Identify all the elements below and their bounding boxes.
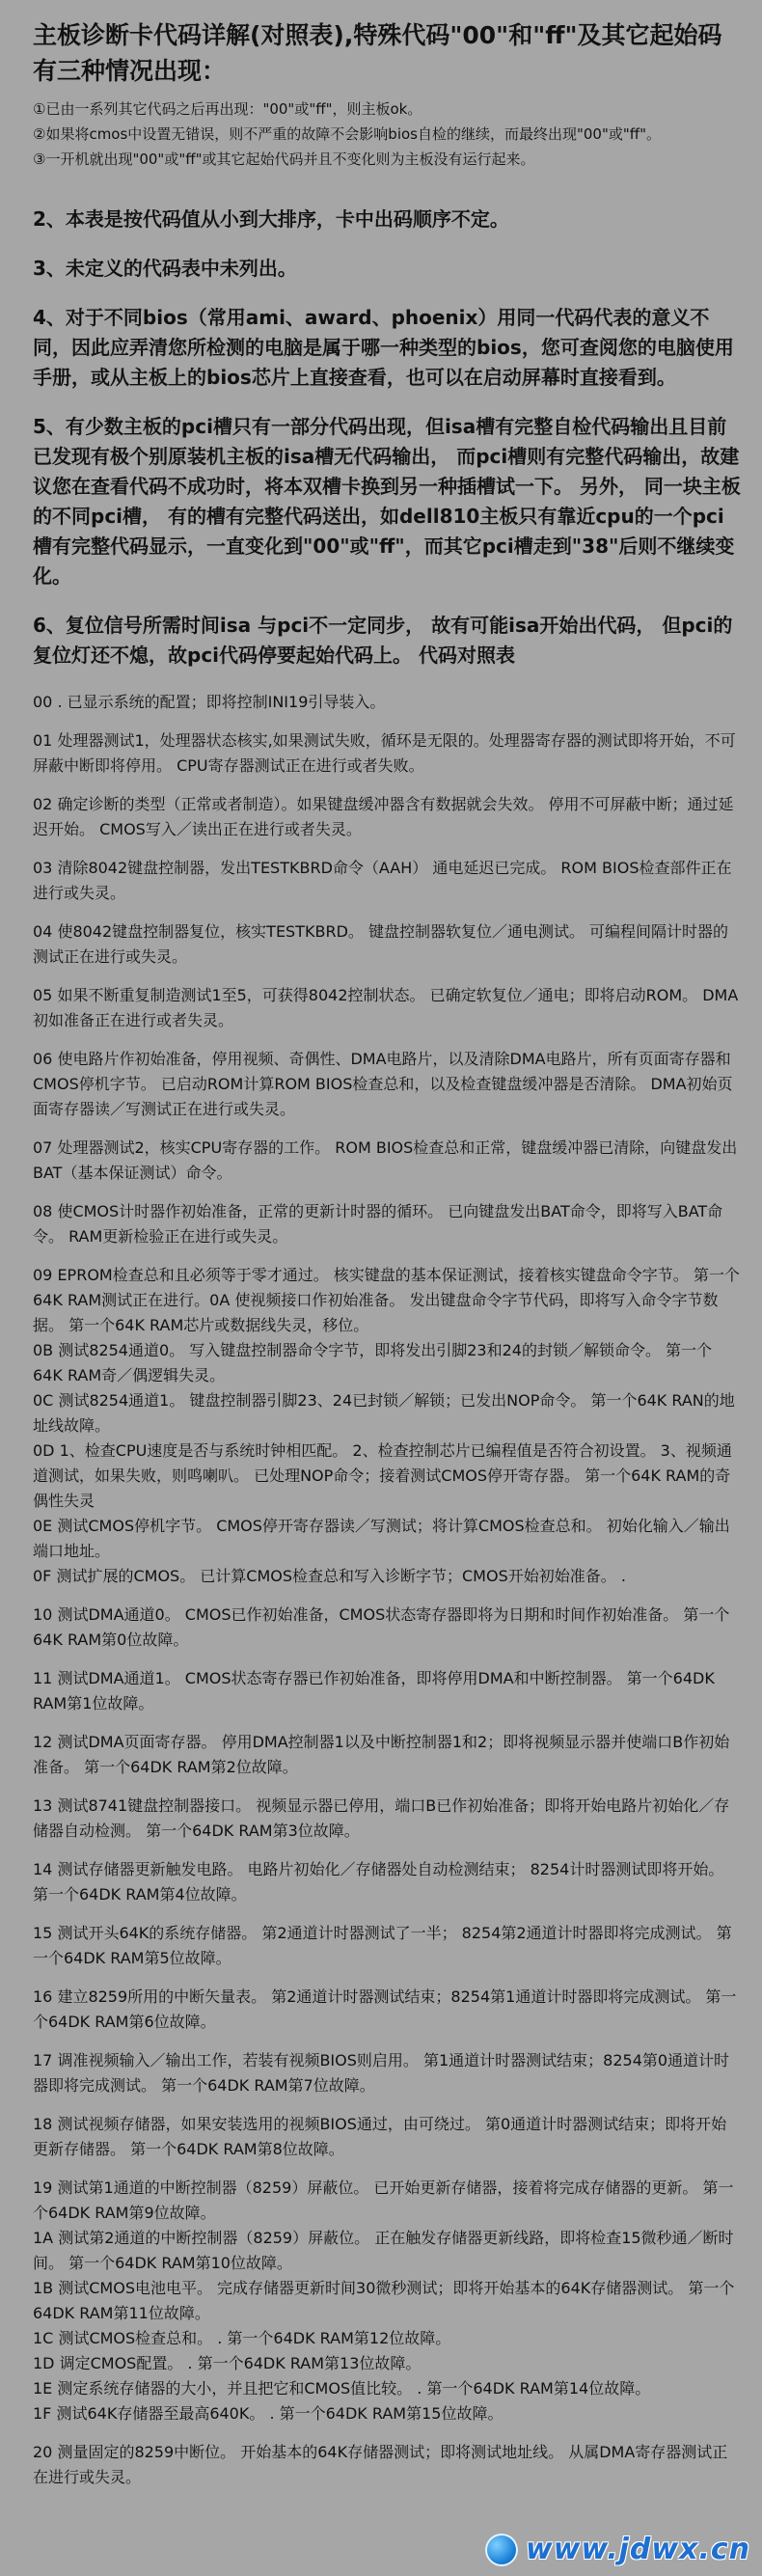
document-title: 主板诊断卡代码详解(对照表),特殊代码"00"和"ff"及其它起始码有三种情况出现： <box>33 21 722 85</box>
bold-paragraphs <box>33 205 741 671</box>
site-logo-icon <box>485 2534 518 2566</box>
code-entry: 0D 1、检查CPU速度是否与系统时钟相匹配。 2、检查控制芯片已编程值是否符合初设置。 3、视频通道测试，如果失败，则鸣喇叭。 已处理NOP命令；接着测试CMOS停开寄存器。 第一个64K RAM的奇偶性失灵 <box>33 1441 732 1510</box>
note-item: ②如果将cmos中设置无错误，则不严重的故障不会影响bios自检的继续，而最终出现"00"或"ff"。 <box>33 125 662 143</box>
code-entry: 16 建立8259所用的中断矢量表。 第2通道计时器测试结束；8254第1通道计时器即将完成测试。 第一个64DK RAM第6位故障。 <box>33 1987 737 2031</box>
code-entry: 10 测试DMA通道0。 CMOS已作初始准备，CMOS状态寄存器即将为日期和时间作初始准备。 第一个64K RAM第0位故障。 <box>33 1605 730 1649</box>
notes-list <box>33 96 741 172</box>
code-entry: 1E 测定系统存储器的大小，并且把它和CMOS值比较。 . 第一个64DK RAM第14位故障。 <box>33 2379 651 2398</box>
code-entry: 20 测量固定的8259中断位。 开始基本的64K存储器测试；即将测试地址线。 从属DMA寄存器测试正在进行或失灵。 <box>33 2443 728 2486</box>
code-entry: 1B 测试CMOS电池电平。 完成存储器更新时间30微秒测试；即将开始基本的64K存储器测试。 第一个64DK RAM第11位故障。 <box>33 2279 735 2322</box>
code-entry: 07 处理器测试2，核实CPU寄存器的工作。 ROM BIOS检查总和正常，键盘缓冲器已清除，向键盘发出BAT（基本保证测试）命令。 <box>33 1138 738 1182</box>
code-entry: 04 使8042键盘控制器复位，核实TESTKBRD。 键盘控制器软复位／通电测试。 可编程间隔计时器的测试正在进行或失灵。 <box>33 922 729 966</box>
code-entry: 1A 测试第2通道的中断控制器（8259）屏蔽位。 正在触发存储器更新线路，即将检查15微秒通／断时间。 第一个64DK RAM第10位故障。 <box>33 2229 734 2272</box>
code-entry: 0B 测试8254通道0。 写入键盘控制器命令字节，即将发出引脚23和24的封锁／解锁命令。 第一个64K RAM奇／偶逻辑失灵。 <box>33 1341 713 1384</box>
code-entry: 1D 调定CMOS配置。 . 第一个64DK RAM第13位故障。 <box>33 2354 422 2372</box>
code-entry: 1F 测试64K存储器至最高640K。 . 第一个64DK RAM第15位故障。 <box>33 2404 503 2423</box>
code-entry: 15 测试开头64K的系统存储器。 第2通道计时器测试了一半； 8254第2通道计时器即将完成测试。 第一个64DK RAM第5位故障。 <box>33 1924 732 1967</box>
watermark <box>485 2533 750 2566</box>
code-entry: 11 测试DMA通道1。 CMOS状态寄存器已作初始准备，即将停用DMA和中断控制器。 第一个64DK RAM第1位故障。 <box>33 1669 715 1713</box>
code-entry: 0E 测试CMOS停机字节。 CMOS停开寄存器读／写测试；将计算CMOS检查总和。 初始化输入／输出端口地址。 <box>33 1517 730 1560</box>
code-entry: 01 处理器测试1，处理器状态核实,如果测试失败，循环是无限的。处理器寄存器的测试即将开始，不可屏蔽中断即将停用。 CPU寄存器测试正在进行或者失败。 <box>33 731 736 775</box>
code-table <box>33 690 741 2490</box>
code-entry: 09 EPROM检查总和且必须等于零才通过。 核实键盘的基本保证测试，接着核实键盘命令字节。 第一个64K RAM测试正在进行。0A 使视频接口作初始准备。 发出键盘命令字节代码，即将写入命令字节数据。 第一个64K RAM芯片或数据线失灵，移位。 <box>33 1266 740 1334</box>
paragraph-3: 3、未定义的代码表中未列出。 <box>33 257 297 280</box>
code-entry: 08 使CMOS计时器作初始准备，正常的更新计时器的循环。 已向键盘发出BAT命令，即将写入BAT命令。 RAM更新检验正在进行或失灵。 <box>33 1202 723 1246</box>
code-entry: 18 测试视频存储器，如果安装选用的视频BIOS通过，由可绕过。 第0通道计时器测试结束；即将开始更新存储器。 第一个64DK RAM第8位故障。 <box>33 2115 727 2158</box>
paragraph-2: 2、本表是按代码值从小到大排序，卡中出码顺序不定。 <box>33 207 509 231</box>
paragraph-5: 5、有少数主板的pci槽只有一部分代码出现，但isa槽有完整自检代码输出且目前已发现有极个别原装机主板的isa槽无代码输出， 而pci槽则有完整代码输出，故建议您在查看代码不成功时，将本双槽卡换到另一种插槽试一下。 另外， 同一块主板的不同pci槽， 有的槽有完整代码送出，如dell810主板只有靠近cpu的一个pci槽有完整代码显示，一直变化到"00"或"ff"，而其它pci槽走到"38"后则不继续变化。 <box>33 415 741 588</box>
code-entry: 1C 测试CMOS检查总和。 . 第一个64DK RAM第12位故障。 <box>33 2329 451 2347</box>
note-item: ①已由一系列其它代码之后再出现："00"或"ff"，则主板ok。 <box>33 100 422 118</box>
paragraph-6: 6、复位信号所需时间isa 与pci不一定同步， 故有可能isa开始出代码， 但pci的复位灯还不熄，故pci代码停要起始代码上。 代码对照表 <box>33 614 733 667</box>
code-entry: 0C 测试8254通道1。 键盘控制器引脚23、24已封锁／解锁；已发出NOP命令。 第一个64K RAN的地址线故障。 <box>33 1391 735 1435</box>
code-entry: 13 测试8741键盘控制器接口。 视频显示器已停用，端口B已作初始准备；即将开始电路片初始化／存储器自动检测。 第一个64DK RAM第3位故障。 <box>33 1796 730 1840</box>
code-entry: 17 调准视频输入／输出工作，若装有视频BIOS则启用。 第1通道计时器测试结束；8254第0通道计时器即将完成测试。 第一个64DK RAM第7位故障。 <box>33 2051 730 2095</box>
code-entry: 14 测试存储器更新触发电路。 电路片初始化／存储器处自动检测结束； 8254计时器测试即将开始。 第一个64DK RAM第4位故障。 <box>33 1860 724 1904</box>
code-entry: 06 使电路片作初始准备，停用视频、奇偶性、DMA电路片，以及清除DMA电路片，所有页面寄存器和CMOS停机字节。 已启动ROM计算ROM BIOS检查总和，以及检查键盘缓冲器是否清除。 DMA初始页面寄存器读／写测试正在进行或失灵。 <box>33 1050 733 1118</box>
code-entry: 19 测试第1通道的中断控制器（8259）屏蔽位。 已开始更新存储器，接着将完成存储器的更新。 第一个64DK RAM第9位故障。 <box>33 2179 734 2222</box>
code-entry: 02 确定诊断的类型（正常或者制造）。如果键盘缓冲器含有数据就会失效。 停用不可屏蔽中断；通过延迟开始。 CMOS写入／读出正在进行或者失灵。 <box>33 795 734 838</box>
code-entry: 0F 测试扩展的CMOS。 已计算CMOS检查总和写入诊断字节；CMOS开始初始准备。 . <box>33 1567 626 1585</box>
paragraph-4: 4、对于不同bios（常用ami、award、phoenix）用同一代码代表的意义不同，因此应弄清您所检测的电脑是属于哪一种类型的bios，您可查阅您的电脑使用手册，或从主板上的bios芯片上直接查看，也可以在启动屏幕时直接看到。 <box>33 306 734 389</box>
code-entry: 05 如果不断重复制造测试1至5，可获得8042控制状态。 已确定软复位／通电；即将启动ROM。 DMA初如准备正在进行或者失灵。 <box>33 986 739 1029</box>
watermark-text: www.jdwx.cn <box>526 2533 750 2566</box>
code-entry: 12 测试DMA页面寄存器。 停用DMA控制器1以及中断控制器1和2；即将视频显示器并使端口B作初始准备。 第一个64DK RAM第2位故障。 <box>33 1733 730 1776</box>
code-entry: 00 . 已显示系统的配置；即将控制INI19引导装入。 <box>33 693 386 711</box>
code-entry: 03 清除8042键盘控制器，发出TESTKBRD命令（AAH） 通电延迟已完成。 ROM BIOS检查部件正在进行或失灵。 <box>33 859 732 902</box>
note-item: ③一开机就出现"00"或"ff"或其它起始代码并且不变化则为主板没有运行起来。 <box>33 151 535 168</box>
